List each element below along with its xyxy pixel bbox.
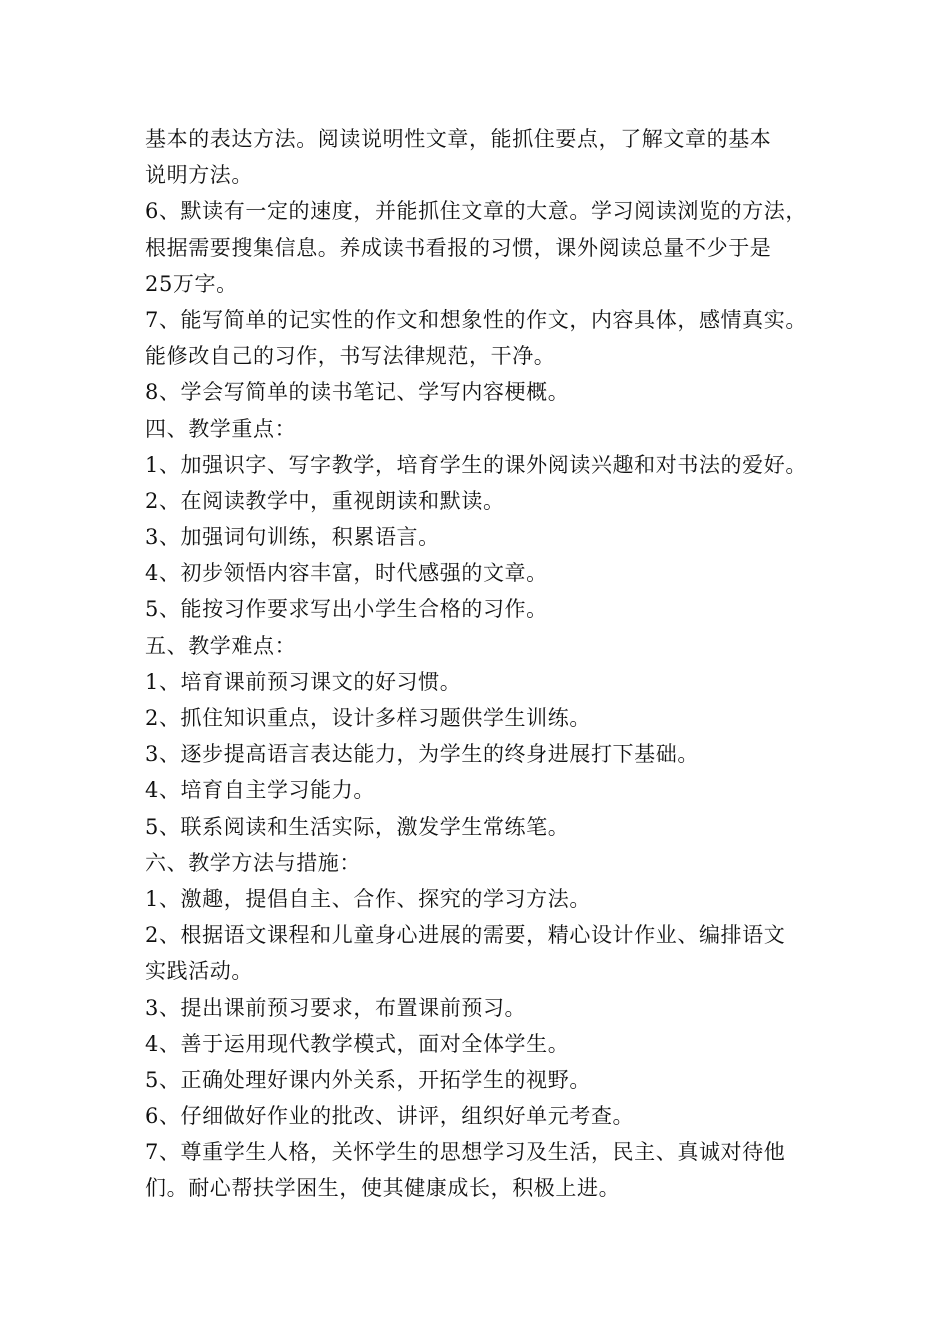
text-line: 2、在阅读教学中，重视朗读和默读。	[145, 488, 505, 513]
text-line: 们。耐心帮扶学困生，使其健康成长，积极上进。	[145, 1176, 621, 1201]
text-line: 4、初步领悟内容丰富，时代感强的文章。	[145, 561, 548, 586]
text-line: 6、默读有一定的速度，并能抓住文章的大意。学习阅读浏览的方法，	[145, 199, 807, 224]
text-line: 5、正确处理好课内外关系，开拓学生的视野。	[145, 1067, 591, 1092]
text-line: 4、培育自主学习能力。	[145, 778, 375, 803]
text-line: 1、加强识字、写字教学，培育学生的课外阅读兴趣和对书法的爱好。	[145, 452, 807, 477]
text-line: 7、能写简单的记实性的作文和想象性的作文，内容具体，感情真实。	[145, 307, 807, 332]
document-body	[145, 121, 815, 1207]
text-line: 实践活动。	[145, 959, 253, 984]
text-line: 基本的表达方法。阅读说明性文章，能抓住要点，了解文章的基本	[145, 127, 772, 151]
section-heading: 五、教学难点：	[145, 633, 297, 658]
text-line: 3、加强词句训练，积累语言。	[145, 525, 440, 550]
text-line: 1、培育课前预习课文的好习惯。	[145, 669, 462, 694]
text-line: 根据需要搜集信息。养成读书看报的习惯，课外阅读总量不少于是	[145, 235, 772, 260]
text-line: 能修改自己的习作，书写法律规范，干净。	[145, 344, 556, 369]
text-line: 1、激趣，提倡自主、合作、探究的学习方法。	[145, 886, 591, 911]
text-line: 3、提出课前预习要求，布置课前预习。	[145, 995, 527, 1020]
text-line: 8、学会写简单的读书笔记、学写内容梗概。	[145, 380, 570, 405]
text-line: 3、逐步提高语言表达能力，为学生的终身进展打下基础。	[145, 742, 699, 767]
text-line: 6、仔细做好作业的批改、讲评，组织好单元考查。	[145, 1104, 635, 1129]
text-line: 5、能按习作要求写出小学生合格的习作。	[145, 597, 548, 622]
text-line: 25万字。	[145, 271, 238, 296]
text-line: 2、根据语文课程和儿童身心进展的需要，精心设计作业、编排语文	[145, 923, 786, 948]
section-heading: 四、教学重点：	[145, 416, 297, 441]
text-line: 7、尊重学生人格，关怀学生的思想学习及生活，民主、真诚对待他	[145, 1140, 786, 1165]
text-line: 2、抓住知识重点，设计多样习题供学生训练。	[145, 706, 591, 730]
section-heading: 六、教学方法与措施：	[145, 850, 361, 875]
text-line: 5、联系阅读和生活实际，激发学生常练笔。	[145, 814, 570, 839]
text-line: 4、善于运用现代教学模式，面对全体学生。	[145, 1031, 570, 1056]
text-line: 说明方法。	[145, 163, 253, 188]
